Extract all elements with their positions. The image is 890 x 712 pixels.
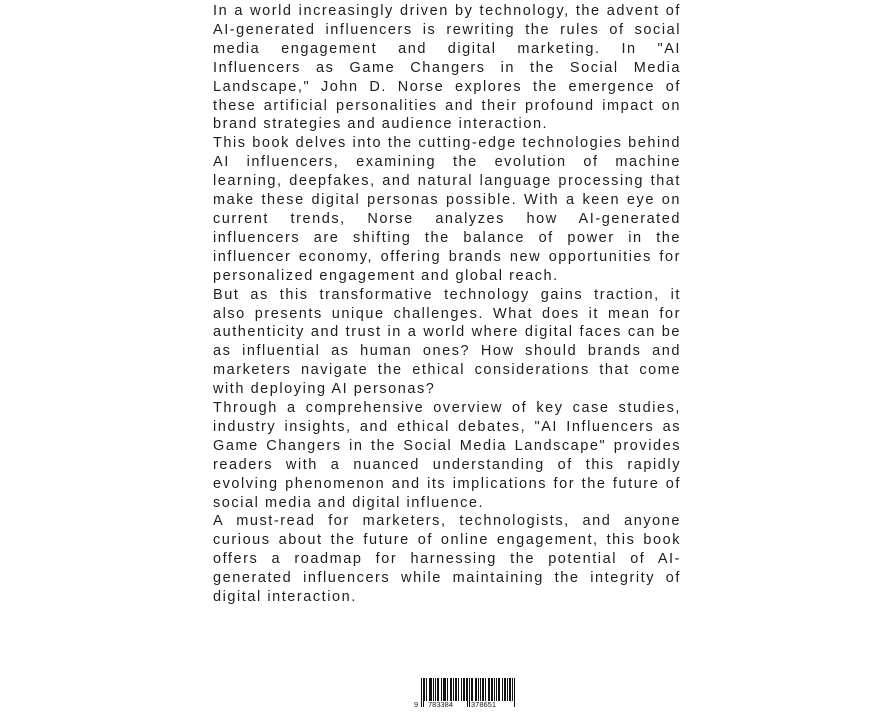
blurb-paragraph: A must-read for marketers, technologists, and anyone curious about the future of online engagement, this book offers a roadmap for harnessing the potential of AI-generated influencers while maintaining the integrity of digital interaction. [213, 513, 681, 606]
book-blurb [213, 2, 681, 607]
barcode-right-digits: 378651 [471, 700, 497, 709]
isbn-barcode [412, 677, 516, 709]
barcode-icon [412, 677, 516, 709]
blurb-paragraph: But as this transformative technology gains traction, it also presents unique challenges. What does it mean for authenticity and trust in a world where digital faces can be as influential as human ones? How should brands and marketers navigate the ethical considerations that come with deploying AI personas? [213, 286, 681, 398]
blurb-paragraph: In a world increasingly driven by technology, the advent of AI-generated influencers is rewriting the rules of social media engagement and digital marketing. In "AI Influencers as Game Changers in the Social Media Landscape," John D. Norse explores the emergence of these artificial personalities and their profound impact on brand strategies and audience interaction. [213, 3, 681, 133]
blurb-paragraph: Through a comprehensive overview of key case studies, industry insights, and ethical debates, "AI Influencers as Game Changers in the Social Media Landscape" provides readers with a nuanced understanding of this rapidly evolving phenomenon and its implications for the future of social media and digital influence. [213, 400, 681, 511]
blurb-paragraph: This book delves into the cutting-edge technologies behind AI influencers, examining the evolution of machine learning, deepfakes, and natural language processing that make these digital personas possible. With a keen eye on current trends, Norse analyzes how AI-generated influencers are shifting the balance of power in the influencer economy, offering brands new opportunities for personalized engagement and global reach. [213, 135, 681, 284]
barcode-lead-digit: 9 [414, 700, 419, 709]
barcode-left-digits: 783384 [428, 700, 454, 709]
